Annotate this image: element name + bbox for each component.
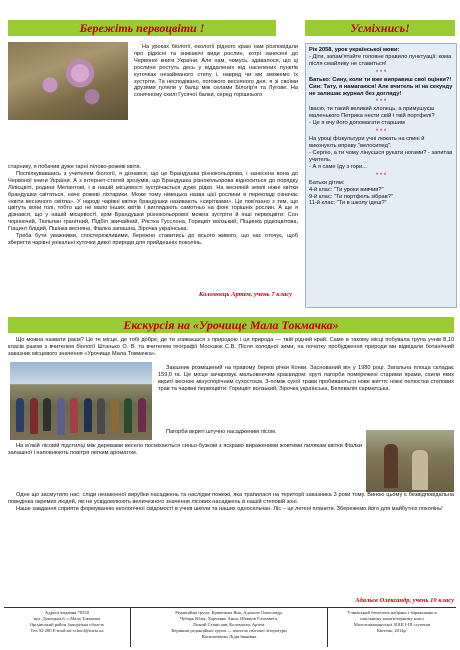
footer-line: Лісний Станіслав, Коломоєць Артем. bbox=[192, 621, 266, 627]
primroses-intro-text: На уроках біології, екології рідного краю нам розповідали про рідкісні та зникаючі види рослин, котрі занесені до Червоної книги України. Але нам, чомусь, здавалося, що ці рослини ростуть десь у віддалених від населених пунктів куточках незайманого степу і, навряд чи ми зможемо їх зустріти. Та несподівано, погожого весняного дня, я зі своїми друзями гуляли у балці між селами Білогір'я та Лугове. На сонячному схилі Гусячої балки, серед торішнього bbox=[134, 44, 298, 99]
joke-line: Рік 2058, урок української мови: bbox=[309, 47, 400, 53]
paragraph: Одне що засмутило нас: сліди незаконної вирубки насаджень та наслідки пожежі, яка трапилася на території заказника 3 роки тому. Виною цьому є безвідповідальна поведінка окремих людей, які не усвідомлюють величезного значення лісових насаджень в нашій степовій зоні. bbox=[8, 492, 454, 505]
joke-line: - Це я вчу його допомагати старшим bbox=[309, 120, 405, 127]
joke-line: - А я саме їду з гори... bbox=[309, 163, 367, 170]
joke-line: 4-й клас: "Ти уроки вивчив?" bbox=[309, 186, 384, 193]
primroses-signature: Коломоєць Артем, учень 7 класу bbox=[198, 291, 292, 298]
joke-separator: * * * bbox=[375, 69, 387, 76]
joke bbox=[306, 136, 456, 171]
joke-line: - Сергію, а ти чому лінуєшся рукати ногами? - запитав учитель. bbox=[309, 149, 453, 163]
excursion-group-photo bbox=[10, 362, 152, 440]
excursion-body bbox=[8, 443, 362, 496]
footer-print-info bbox=[328, 608, 456, 647]
paragraph: Поспілкувавшись з учителем біології, я дізнався, що це Брандушка різнокольорова, і занесена вона до Червоної книги України. А з інтернет-статей зрозумів, що Брандушка різнокольорова відноситься до порядку Лілієцвіті, родини Мелантові, і в нашій місцевості зустрічається дуже рідко. На весняній землі ніжні квітки брандушки світяться, наче рожеві ліхтарики. Може тому німецька назва цієї рослини в перекладі означає «квіти весняного світла». У народі чарівні квітки брандушки називають «сирітками». Це пов'язано з тим, що цвітуть вони голі, тобто що не мало інших квітів і виглядають самотньо на фоні торішніх рослин. А ще я дізнався, що у нашій місцевості, крім Брандушки різнокольорової можна зустріти й інші первоцвіти: Сон чорніючий, Тюльпан гранітний, Підбіл звичайний, Рястка Гусслона, Горицвіт волзький, Піщинка рідкоцвітова, Гіацинт блідий, Пшінка весняна, Фіалка запашна, Зірочка українська. bbox=[8, 170, 298, 233]
joke-line: 9-й клас: "Ти портфель зібрав?" bbox=[309, 193, 393, 200]
joke bbox=[306, 180, 456, 208]
footer-line: Учнівський бюлетень набрано і тиражовано в bbox=[347, 610, 437, 615]
footer-line: Тел.92-280 E-mail:mt-school@meta.ua bbox=[30, 627, 104, 633]
primroses-body bbox=[8, 164, 298, 282]
article-heading-excursion: Екскурсія на «Урочище Мала Токмачка» bbox=[8, 317, 454, 333]
joke-separator: * * * bbox=[375, 129, 387, 136]
joke-separator: * * * bbox=[375, 99, 387, 106]
footer-address bbox=[4, 608, 131, 647]
joke-line: Син: Тату, я намагаюся! Але вчитель ні на секунду не залишає журнал без догляду! bbox=[309, 83, 453, 97]
joke bbox=[306, 106, 456, 127]
article-heading-primroses: Бережіть первоцвіти ! bbox=[8, 20, 276, 36]
paragraph: старнику, я побачив дуже гарні лілово-рожеві квіти. bbox=[8, 164, 142, 170]
footer-line: Малотокмачанської ЗОШ І-ІІІ ступенів bbox=[353, 621, 431, 627]
joke bbox=[306, 77, 456, 98]
joke-line: Івасю, ти такий великий хлопець, а примушуєш маленького Петрика нести свій і твій портфелі? bbox=[309, 106, 435, 120]
excursion-paragraph-reserve: Заказник розміщений на правому березі річки Конки. Заснований він у 1980 році. Загальна площа складає 159,0 га. Це місце зачаровує мальовничим краєвидом: круті пагорби помережені старими ярами, схили яких вкриті весною мінуспорічним сухостоєм. З-поміж сухої трави пробиваються нове життя: ніжні пелюстки степових трав та чарівні первоцвіти: Горицвіт волзький, Зірочка українська, Белевалія сарматська. bbox=[158, 365, 454, 392]
footer-line: шкільному комп'ютерному класі bbox=[360, 615, 424, 621]
joke-line: Батько: Сину, коли ти вже виправиш свої оцінки?! bbox=[309, 76, 452, 83]
paragraph: Треба бути уважними, спостережливими, бережно ставитись до всього живого, що нас оточує, щоб зберегти чарівні унікальні куточки дикої природи для прийдешніх поколінь. bbox=[8, 233, 298, 246]
footer-line: Василюченко Лідія Іванівна bbox=[201, 633, 257, 639]
footer-editorial-team bbox=[131, 608, 328, 647]
joke-line: 11-й клас: "Ти в школу ідеш?" bbox=[309, 200, 387, 207]
footer-line: вул. Донецька,6, с.Мала Токмачка bbox=[33, 615, 101, 621]
joke-separator: * * * bbox=[375, 172, 387, 179]
joke-line: - Діти, запам'ятайте головне правило пунктуації: кома після смайлику не ставиться! bbox=[309, 53, 452, 67]
excursion-signature: Адальєв Олександр, учень 10 класу bbox=[355, 597, 454, 604]
joke bbox=[306, 47, 456, 68]
excursion-paragraph-hills: Пагорби вкриті штучно насадженим лісом. bbox=[166, 429, 277, 435]
excursion-intro: Що можна назвати раєм? Це те місце, де тобі добре, де ти зливаєшся з природою і ця природа — твій рідний край. Саме в такому місці побувала група учнів 8,10 класів разом з вчителем біології Штанько О. В. та вчителем географії Москаюк С.В. Після холодної зими, на початку пробудження природи ми відвідали ботанічний заказник місцевого значення «Урочище Мала Токмачка». bbox=[8, 337, 454, 357]
joke-line: На уроці фізкультури учні лежать на спині й виконують вправу "велосипед". bbox=[309, 136, 425, 150]
footer-line: Оріхівський район Запорізька область bbox=[29, 621, 105, 627]
article-heading-jokes: Усміхнись! bbox=[305, 20, 455, 36]
footer-line: Адреса видання 70550 bbox=[44, 610, 90, 615]
crocus-flower-photo bbox=[8, 42, 128, 120]
joke-line: Батьки дітям: bbox=[309, 179, 345, 186]
jokes-box bbox=[305, 43, 457, 308]
newsletter-footer bbox=[4, 607, 456, 647]
footer-line: Редакційна група: Кривенька Яна, Адальєв Олександр, bbox=[175, 610, 283, 615]
footer-line: Квітень, 2014р. bbox=[376, 627, 408, 633]
paragraph: Наше завдання сприяти формуванню екологічної свідомості в учнів школи та наших односельчан. Ліс – це легені планети. Збережемо його для майбутніх поколінь! bbox=[16, 505, 443, 512]
footer-line: Керівник редакційної групи — вчитель світової літератури bbox=[171, 627, 287, 633]
footer-line: Чубарь Юлія, Харченко Анна, Шевцов Єлизавета, bbox=[179, 615, 279, 621]
paragraph: На м'якій лісовій підстилці між деревами весело посміхаються синьо-бузкові з яскраво вираженими жовтими пилякам квітки Фіалки запашної і наповнюють повітря легким ароматом. bbox=[8, 443, 362, 456]
excursion-body-wide bbox=[8, 492, 454, 596]
excursion-forest-photo bbox=[366, 430, 454, 492]
